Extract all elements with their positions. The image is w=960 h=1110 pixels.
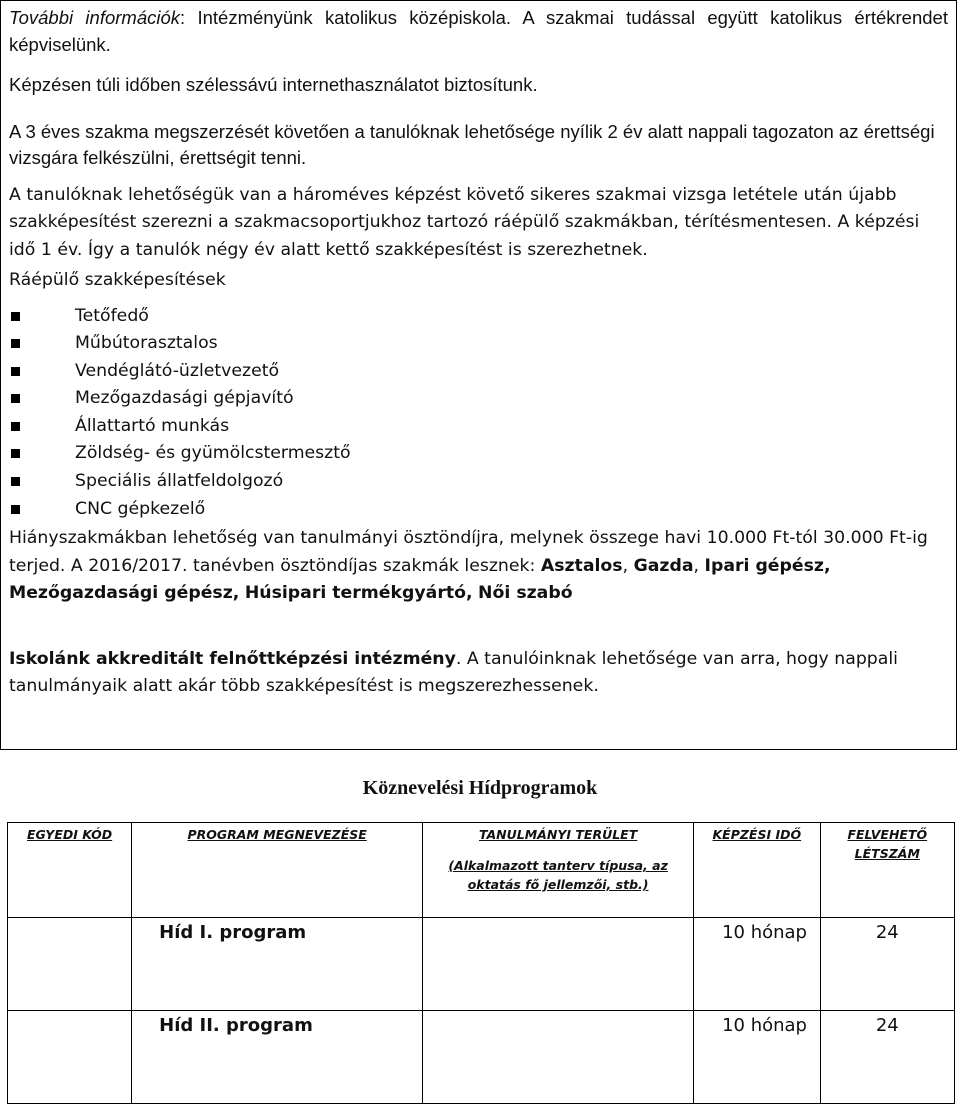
cell-letszam: 24 [820,918,954,1011]
square-bullet-icon [11,339,20,348]
header-nev: PROGRAM MEGNEVEZÉSE [132,823,423,918]
list-item-label: Vendéglátó-üzletvezető [75,360,280,381]
list-item [9,385,948,413]
square-bullet-icon [11,449,20,458]
header-terulet [423,823,694,918]
square-bullet-icon [11,367,20,376]
raepulo-intro-paragraph: A tanulóknak lehetőségük van a hároméves képzést követő sikeres szakmai vizsga letétele után újabb szakképesítést szerezni a szakmacsoportjukhoz tartozó ráépülő szakmákban, térítésmentesen. A képzési idő 1 év. Így a tanulók négy év alatt kettő szakképesítést is szerezhetnek. [9,184,920,260]
cell-ido: 10 hónap [694,918,821,1011]
cell-ido: 10 hónap [694,1011,821,1104]
list-item-label: Tetőfedő [75,305,149,326]
hidprogram-table [7,822,955,1104]
cell-kod [8,918,132,1011]
internet-paragraph: Képzésen túli időben szélessávú internethasználatot biztosítunk. [9,74,538,95]
felnottkepzes-bold: Iskolánk akkreditált felnőttképzési intézmény [9,648,456,669]
felnottkepzes-text: . A tanulóinknak lehetősége van arra, hogy nappali tanulmányaik alatt akár több szakképesítést is megszerezhessenek. [9,648,898,697]
section-title: Köznevelési Hídprogramok [362,777,598,799]
list-item-label: CNC gépkezelő [75,498,206,519]
osztondij-szakma: Ipari gépész, [704,555,831,576]
square-bullet-icon [11,312,20,321]
osztondij-szakma: Női szabó [478,583,573,604]
osztondij-szakma: Húsipari termékgyártó, [244,583,473,604]
square-bullet-icon [11,422,20,431]
cell-terulet [423,918,694,1011]
list-item-label: Mezőgazdasági gépjavító [75,388,294,409]
list-item [9,440,948,468]
list-item-label: Állattartó munkás [75,415,230,436]
list-item-label: Zöldség- és gyümölcstermesztő [75,443,351,464]
cell-terulet [423,1011,694,1104]
intro-lead-label: További információk [9,7,181,28]
cell-kod [8,1011,132,1104]
header-letszam: FELVEHETŐ LÉTSZÁM [820,823,954,918]
list-item [9,496,948,524]
header-kod: EGYEDI KÓD [8,823,132,918]
list-item [9,330,948,358]
table-row [8,1011,955,1104]
intro-colon: : [180,7,186,28]
raepulo-list-title: Ráépülő szakképesítések [9,270,226,290]
square-bullet-icon [11,477,20,486]
intro-paragraph [9,5,948,58]
separator: , [693,555,705,576]
table-header-row [8,823,955,918]
square-bullet-icon [11,505,20,514]
square-bullet-icon [11,394,20,403]
osztondij-text: Hiányszakmákban lehetőség van tanulmányi ösztöndíjra, melynek összege havi 10.000 Ft-tól 30.000 Ft-ig terjed. A 2016/2017. tanévben ösztöndíjas szakmák lesznek: [9,528,928,576]
list-item [9,303,948,331]
cell-letszam: 24 [820,1011,954,1104]
osztondij-paragraph [9,525,948,608]
header-terulet-sub: (Alkalmazott tanterv típusa, az oktatás fő jellemzői, stb.) [448,858,668,892]
header-ido: KÉPZÉSI IDŐ [694,823,821,918]
osztondij-szakma: Gazda [633,555,694,576]
felnottkepzes-paragraph [9,646,948,701]
intro-text: Intézményünk katolikus középiskola. A szakmai tudással együtt katolikus értékrendet képviselünk. [9,7,948,55]
erettsegi-paragraph: A 3 éves szakma megszerzését követően a tanulóknak lehetősége nyílik 2 év alatt nappali tagozaton az érettségi vizsgára felkészülni, érettségit tenni. [9,120,935,168]
cell-nev: Híd I. program [132,918,423,1011]
separator: , [622,555,634,576]
osztondij-szakma: Asztalos [540,555,623,576]
osztondij-szakma: Mezőgazdasági gépész, [9,583,240,604]
list-item-label: Speciális állatfeldolgozó [75,471,284,492]
cell-nev: Híd II. program [132,1011,423,1104]
header-terulet-label: TANULMÁNYI TERÜLET [478,827,638,842]
list-item-label: Műbútorasztalos [75,333,218,354]
table-row [8,918,955,1011]
list-item [9,468,948,496]
raepulo-list [9,303,948,524]
list-item [9,358,948,386]
list-item [9,413,948,441]
